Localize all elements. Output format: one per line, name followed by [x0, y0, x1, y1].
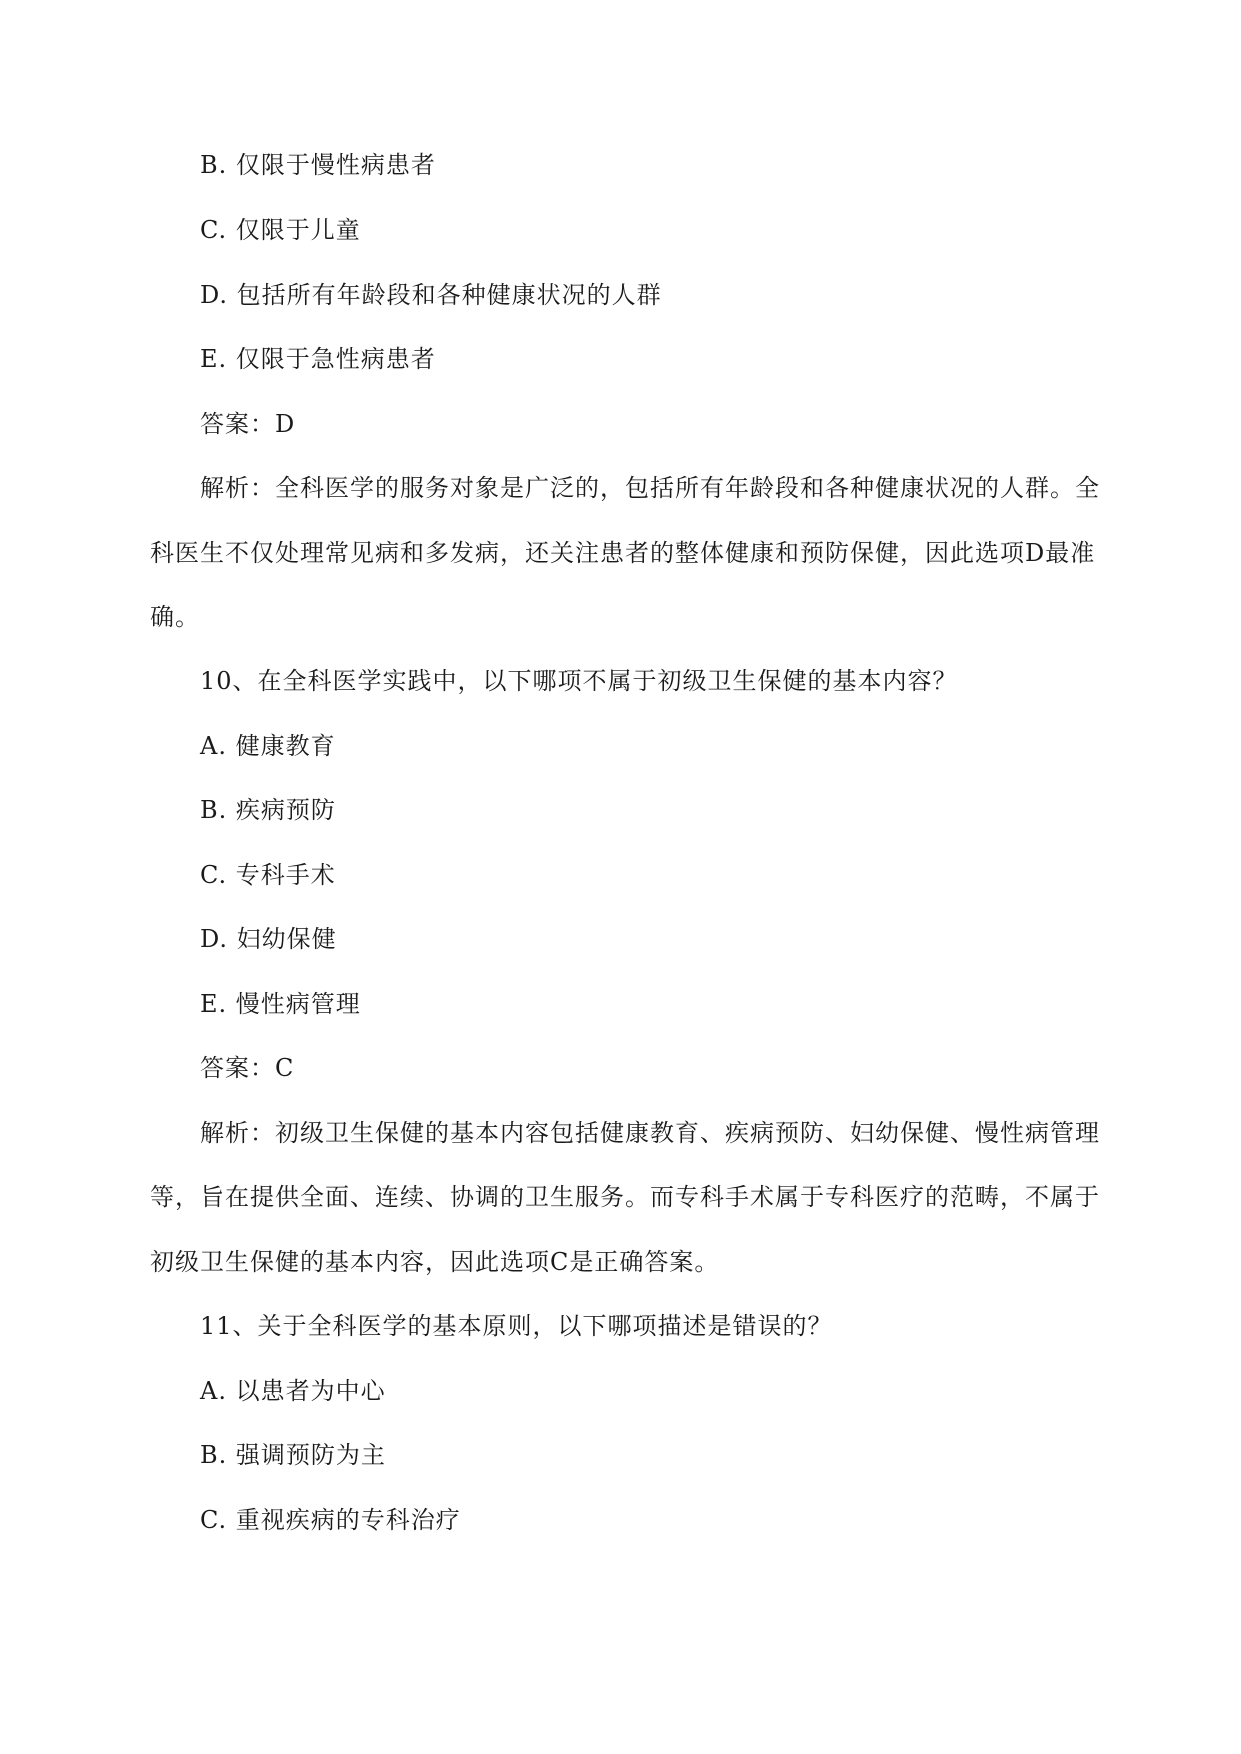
q10-question: 10、在全科医学实践中，以下哪项不属于初级卫生保健的基本内容？ [200, 667, 958, 695]
q9-option-c: C. 仅限于儿童 [200, 216, 361, 244]
q9-option-e: E. 仅限于急性病患者 [200, 345, 436, 373]
q10-answer: 答案：C [200, 1054, 295, 1082]
q9-analysis-line-2: 科医生不仅处理常见病和多发病，还关注患者的整体健康和预防保健，因此选项D最准 [150, 539, 1096, 567]
q10-option-b: B. 疾病预防 [200, 796, 336, 824]
q9-answer: 答案：D [200, 410, 296, 438]
q9-analysis-line-3: 确。 [150, 603, 200, 631]
q10-option-d: D. 妇幼保健 [200, 925, 337, 953]
q11-option-c: C. 重视疾病的专科治疗 [200, 1506, 461, 1534]
q10-option-c: C. 专科手术 [200, 861, 336, 889]
q9-option-d: D. 包括所有年龄段和各种健康状况的人群 [200, 281, 662, 309]
q11-question: 11、关于全科医学的基本原则，以下哪项描述是错误的？ [200, 1312, 833, 1340]
q10-option-e: E. 慢性病管理 [200, 990, 361, 1018]
q11-option-b: B. 强调预防为主 [200, 1441, 386, 1469]
q10-option-a: A. 健康教育 [200, 732, 336, 760]
q10-analysis-line-3: 初级卫生保健的基本内容，因此选项C是正确答案。 [150, 1248, 720, 1276]
q10-analysis-line-1: 解析：初级卫生保健的基本内容包括健康教育、疾病预防、妇幼保健、慢性病管理 [200, 1119, 1100, 1147]
q9-analysis-line-1: 解析：全科医学的服务对象是广泛的，包括所有年龄段和各种健康状况的人群。全 [200, 474, 1100, 502]
q9-option-b: B. 仅限于慢性病患者 [200, 151, 436, 179]
q10-analysis-line-2: 等，旨在提供全面、连续、协调的卫生服务。而专科手术属于专科医疗的范畴，不属于 [150, 1183, 1100, 1211]
q11-option-a: A. 以患者为中心 [200, 1377, 386, 1405]
